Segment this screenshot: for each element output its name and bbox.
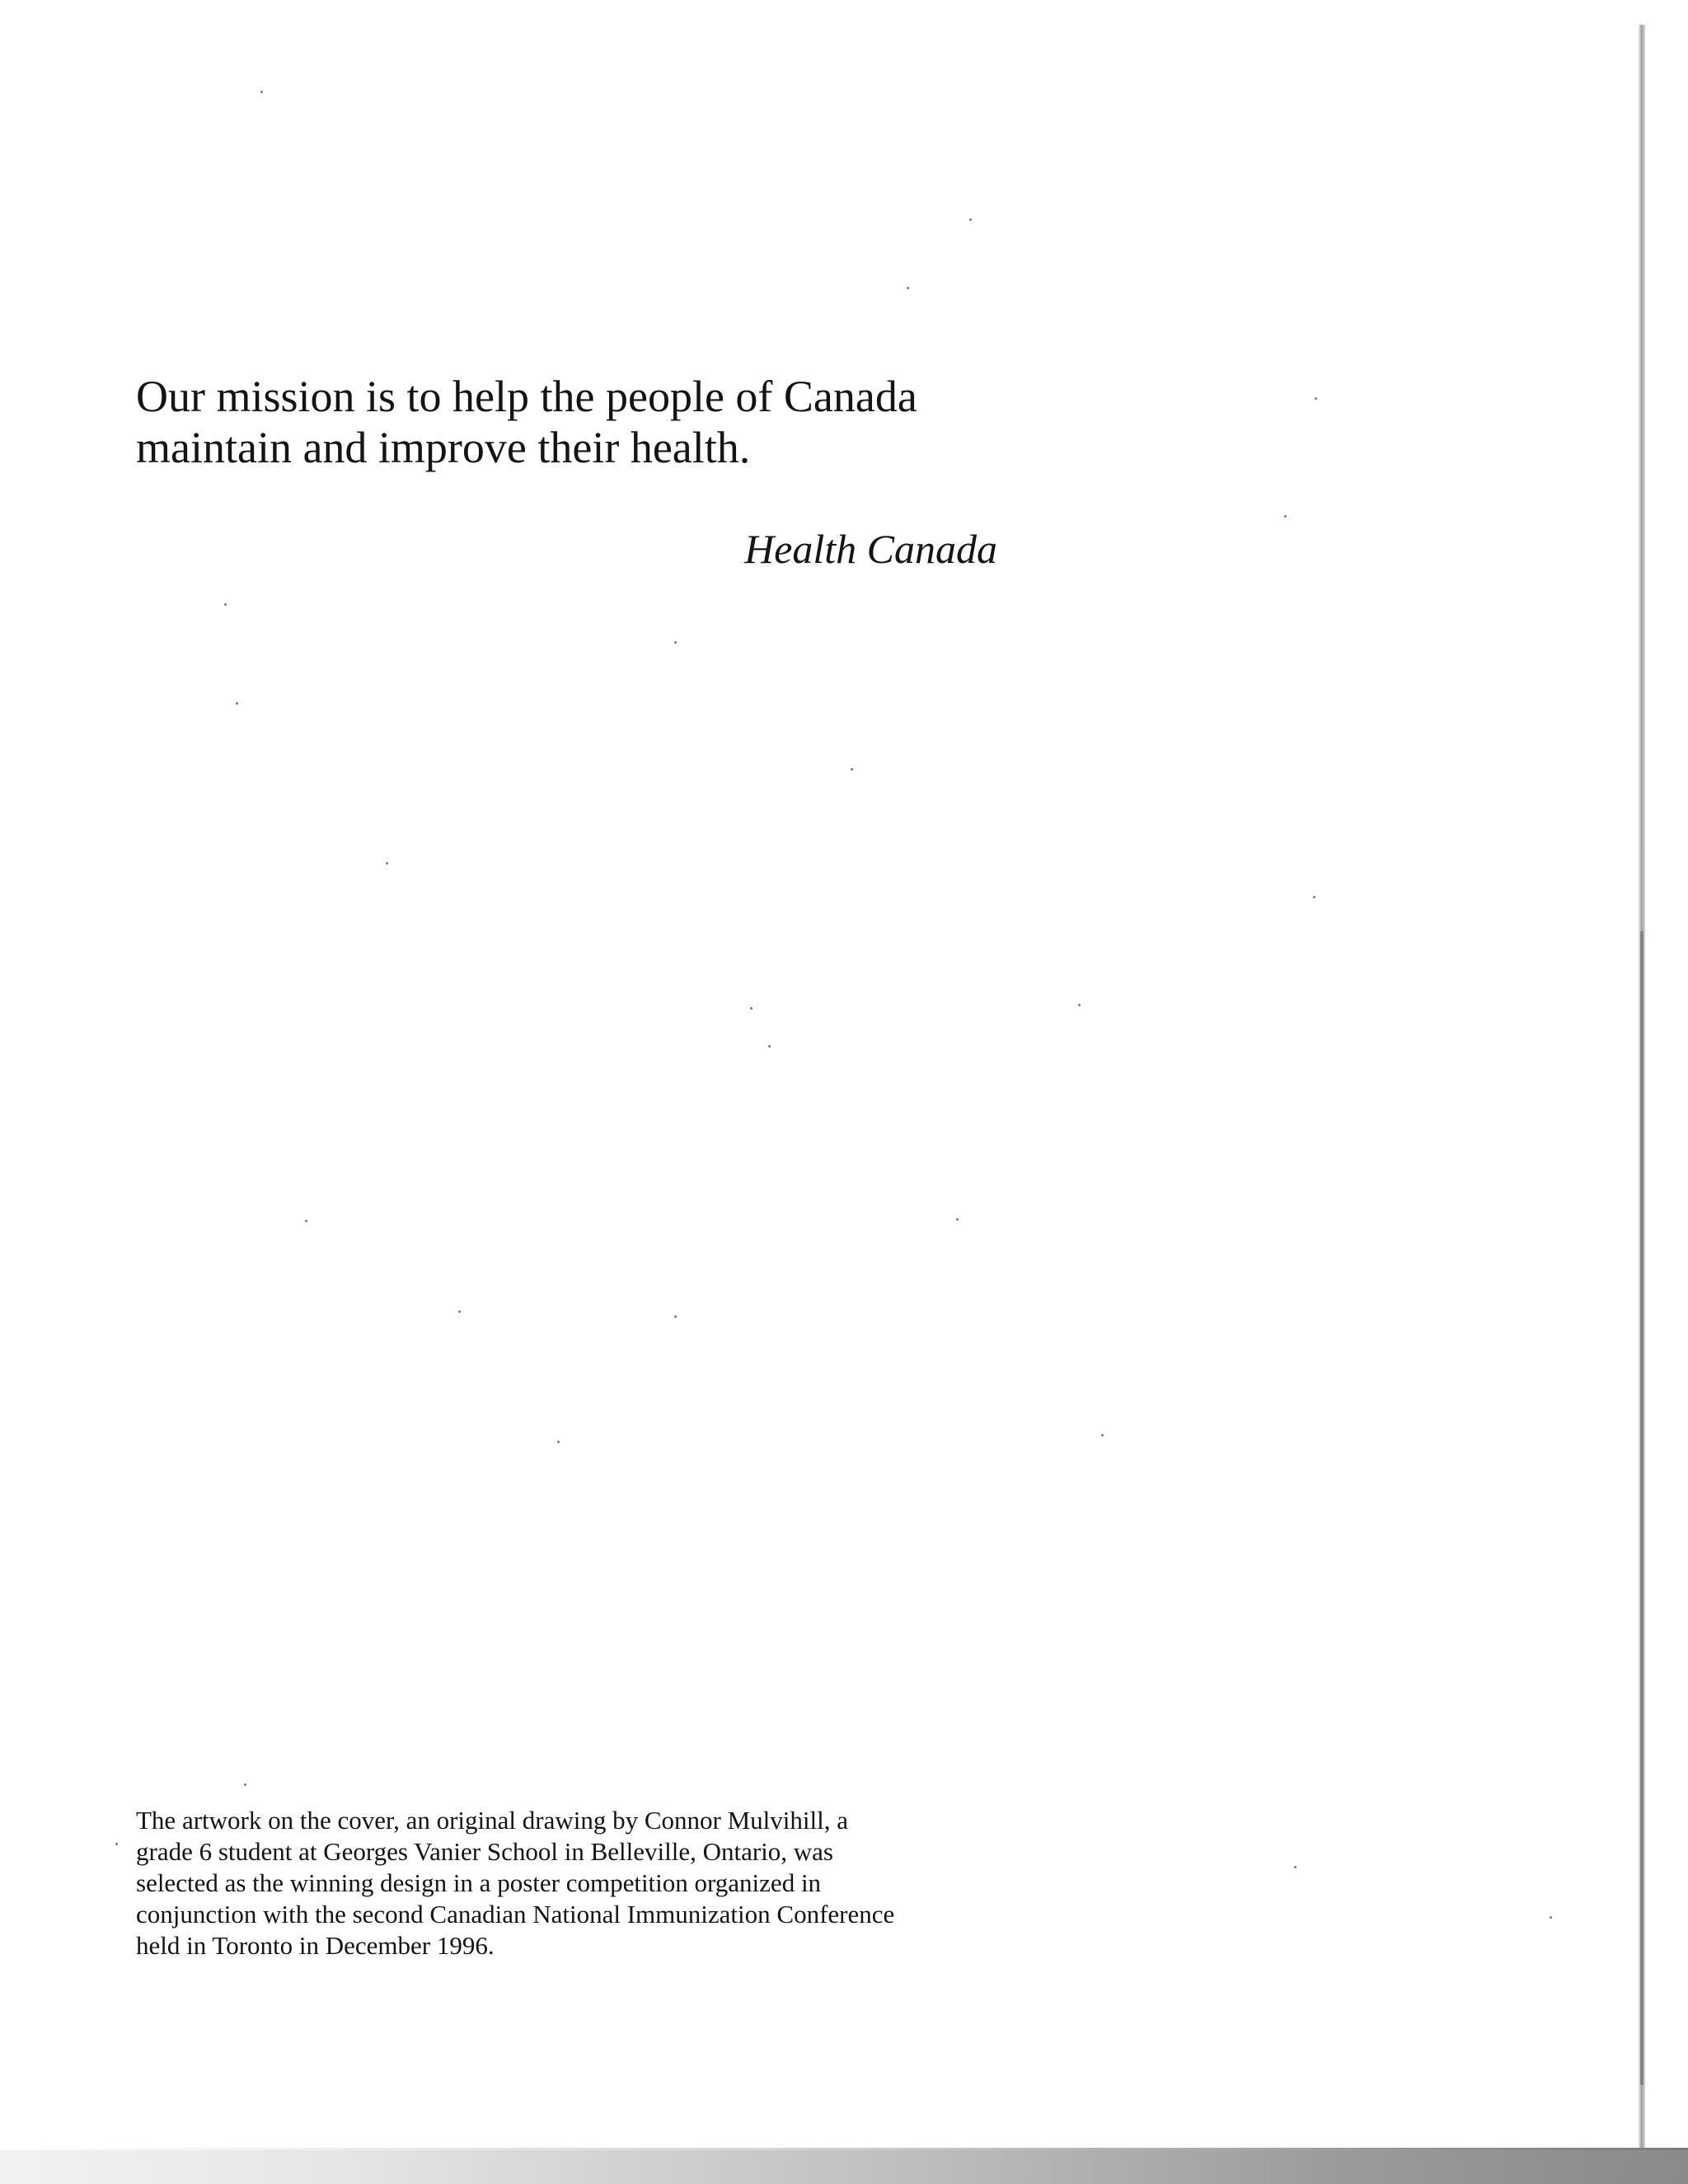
scan-speck xyxy=(557,1441,560,1443)
scan-speck xyxy=(956,1218,959,1221)
scan-speck xyxy=(1284,515,1287,518)
scan-speck xyxy=(1315,397,1317,400)
mission-attribution: Health Canada xyxy=(744,526,997,572)
scan-speck xyxy=(969,218,972,221)
scan-speck xyxy=(458,1310,461,1313)
scan-speck xyxy=(260,91,263,93)
cover-artwork-note xyxy=(136,1805,1059,1961)
footnote-line-5: held in Toronto in December 1996. xyxy=(136,1931,495,1960)
scan-speck xyxy=(1313,896,1315,898)
footnote-line-1: The artwork on the cover, an original drawing by Connor Mulvihill, a xyxy=(136,1806,848,1835)
scan-edge-right xyxy=(1639,25,1645,2168)
scan-speck xyxy=(674,1315,677,1318)
scan-speck xyxy=(305,1220,307,1222)
mission-line-2: maintain and improve their health. xyxy=(136,423,751,472)
footnote-line-4: conjunction with the second Canadian National Immunization Conference xyxy=(136,1900,895,1929)
scan-speck xyxy=(768,1045,771,1047)
footnote-line-3: selected as the winning design in a poster competition organized in xyxy=(136,1868,822,1897)
mission-statement xyxy=(136,371,1166,473)
scan-speck xyxy=(851,768,853,771)
scan-speck xyxy=(1101,1434,1104,1436)
scan-speck xyxy=(907,287,909,289)
scan-speck xyxy=(1078,1004,1081,1006)
scan-speck xyxy=(750,1007,753,1010)
scan-speck xyxy=(224,603,227,606)
scan-speck xyxy=(115,1843,118,1845)
mission-line-1: Our mission is to help the people of Canada xyxy=(136,372,917,421)
scan-edge-bottom xyxy=(0,2148,1688,2184)
scan-speck xyxy=(1294,1866,1296,1868)
scan-speck xyxy=(1550,1916,1552,1919)
scan-speck xyxy=(674,641,677,644)
scan-speck xyxy=(386,862,388,865)
footnote-line-2: grade 6 student at Georges Vanier School in Belleville, Ontario, was xyxy=(136,1837,833,1866)
scan-speck xyxy=(244,1783,246,1786)
scan-speck xyxy=(236,702,238,705)
